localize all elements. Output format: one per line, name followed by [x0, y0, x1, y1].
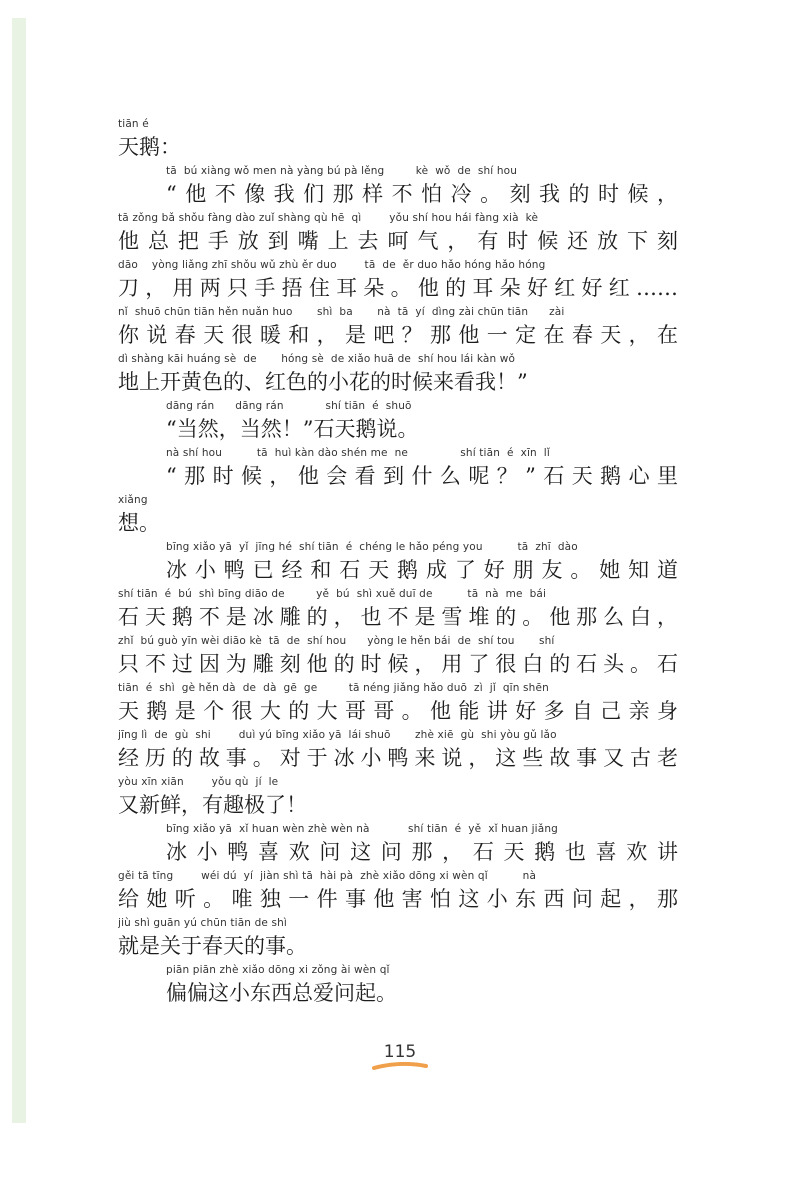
page-number: 115	[383, 1042, 417, 1062]
pinyin-annotation: jīng lì de gù shi duì yú bīng xiǎo yā lái shuō zhè xiē gù shi yòu gǔ lǎo	[118, 729, 557, 741]
text-line	[118, 729, 678, 769]
side-margin-bar	[12, 18, 26, 1123]
pinyin-annotation: bīng xiǎo yā yǐ jīng hé shí tiān é chéng le hǎo péng you tā zhī dào	[166, 541, 578, 553]
text-line	[118, 353, 678, 393]
text-line	[118, 635, 678, 675]
pinyin-annotation: dì shàng kāi huáng sè de hóng sè de xiǎo huā de shí hou lái kàn wǒ	[118, 353, 516, 365]
chinese-text: 给她听。唯独一件事他害怕这小东西问起，那	[118, 887, 678, 911]
pinyin-annotation: nà shí hou tā huì kàn dào shén me ne shí tiān é xīn lǐ	[166, 447, 550, 459]
pinyin-annotation: jiù shì guān yú chūn tiān de shì	[118, 917, 288, 929]
text-line	[118, 118, 678, 158]
pinyin-annotation: bīng xiǎo yā xǐ huan wèn zhè wèn nà shí tiān é yě xǐ huan jiǎng	[166, 823, 558, 835]
text-line	[118, 259, 678, 299]
chinese-text: 想。	[118, 511, 160, 535]
pinyin-annotation: yòu xīn xiān yǒu qù jí le	[118, 776, 279, 788]
chinese-text: 天鹅：	[118, 135, 181, 159]
pinyin-annotation: gěi tā tīng wéi dú yí jiàn shì tā hài pà zhè xiǎo dōng xi wèn qǐ nà	[118, 870, 537, 882]
chinese-text: 天鹅是个很大的大哥哥。他能讲好多自己亲身	[118, 699, 678, 723]
chinese-text: 冰小鸭喜欢问这问那，石天鹅也喜欢讲	[166, 840, 678, 864]
pinyin-annotation: shí tiān é bú shì bīng diāo de yě bú shì xuě duī de tā nà me bái	[118, 588, 547, 600]
text-line	[118, 776, 678, 816]
pinyin-annotation: tā bú xiàng wǒ men nà yàng bú pà lěng kè wǒ de shí hou	[166, 165, 518, 177]
chinese-text: 地上开黄色的、红色的小花的时候来看我！”	[118, 370, 528, 394]
pinyin-annotation: tiān é shì gè hěn dà de dà gē ge tā néng jiǎng hǎo duō zì jǐ qīn shēn	[118, 682, 549, 694]
pinyin-annotation: piān piān zhè xiǎo dōng xi zǒng ài wèn qǐ	[166, 964, 390, 976]
text-line	[118, 823, 678, 863]
text-line	[118, 306, 678, 346]
chinese-text: 又新鲜，有趣极了！	[118, 793, 307, 817]
text-line	[118, 212, 678, 252]
text-line	[118, 964, 678, 1004]
chinese-text: 你说春天很暖和，是吧？那他一定在春天，在	[118, 323, 678, 347]
pinyin-annotation: tiān é	[118, 118, 149, 130]
chinese-text: 石天鹅不是冰雕的，也不是雪堆的。他那么白，	[118, 605, 678, 629]
text-line	[118, 870, 678, 910]
story-text	[118, 118, 678, 1011]
text-line	[118, 494, 678, 534]
text-line	[118, 682, 678, 722]
pinyin-annotation: dāng rán dāng rán shí tiān é shuō	[166, 400, 412, 412]
pinyin-annotation: tā zǒng bǎ shǒu fàng dào zuǐ shàng qù hē qì yǒu shí hou hái fàng xià kè	[118, 212, 539, 224]
chinese-text: 他总把手放到嘴上去呵气，有时候还放下刻	[118, 229, 678, 253]
pinyin-annotation: xiǎng	[118, 494, 148, 506]
chinese-text: 就是关于春天的事。	[118, 934, 307, 958]
text-line	[118, 588, 678, 628]
pinyin-annotation: dāo yòng liǎng zhī shǒu wǔ zhù ěr duo tā de ěr duo hǎo hóng hǎo hóng	[118, 259, 546, 271]
chinese-text: 经历的故事。对于冰小鸭来说，这些故事又古老	[118, 746, 678, 770]
text-line	[118, 400, 678, 440]
page-number-swoosh	[372, 1062, 428, 1072]
text-line	[118, 447, 678, 487]
chinese-text: 偏偏这小东西总爱问起。	[166, 981, 397, 1005]
chinese-text: “那时候，他会看到什么呢？”石天鹅心里	[166, 464, 678, 488]
text-line	[118, 541, 678, 581]
chinese-text: “他不像我们那样不怕冷。刻我的时候，	[166, 182, 678, 206]
pinyin-annotation: zhǐ bú guò yīn wèi diāo kè tā de shí hou yòng le hěn bái de shí tou shí	[118, 635, 555, 647]
text-line	[118, 917, 678, 957]
chinese-text: “当然，当然！”石天鹅说。	[166, 417, 419, 441]
chinese-text: 冰小鸭已经和石天鹅成了好朋友。她知道	[166, 558, 678, 582]
chinese-text: 刀，用两只手捂住耳朵。他的耳朵好红好红……	[118, 276, 678, 300]
chinese-text: 只不过因为雕刻他的时候，用了很白的石头。石	[118, 652, 678, 676]
text-line	[118, 165, 678, 205]
pinyin-annotation: nǐ shuō chūn tiān hěn nuǎn huo shì ba nà tā yí dìng zài chūn tiān zài	[118, 306, 565, 318]
